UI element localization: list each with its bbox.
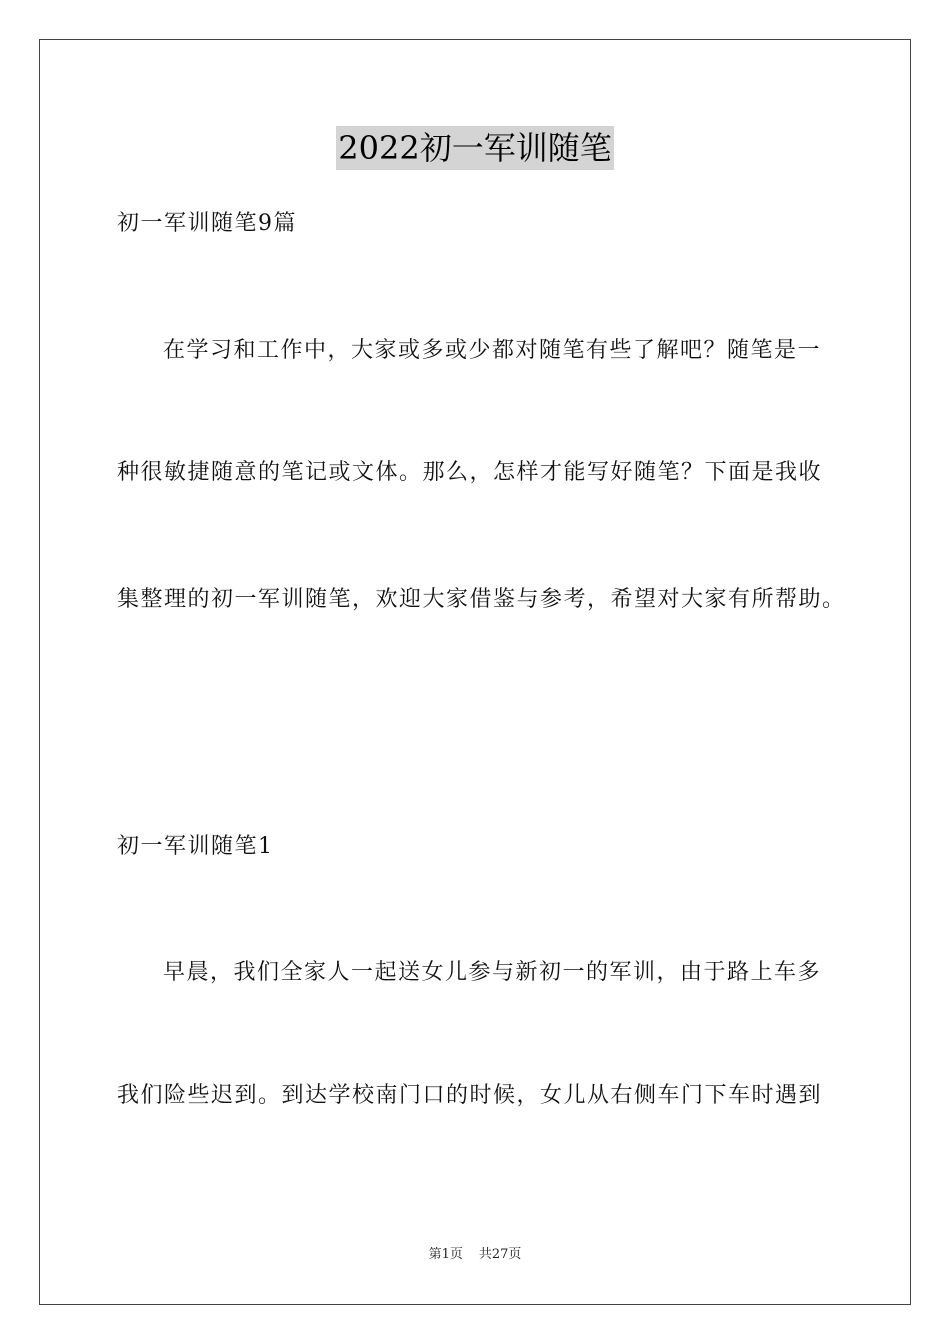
paragraph-line: 早晨，我们全家人一起送女儿参与新初一的军训，由于路上车多: [163, 960, 822, 985]
paragraph-line: 种很敏捷随意的笔记或文体。那么，怎样才能写好随笔？下面是我收: [117, 460, 823, 485]
document-subtitle: 初一军训随笔9篇: [117, 211, 297, 236]
document-title: 2022初一军训随笔: [336, 126, 613, 170]
section-heading: 初一军训随笔1: [117, 834, 274, 859]
paragraph-line: 在学习和工作中，大家或多或少都对随笔有些了解吧？随笔是一: [163, 338, 822, 363]
page-total: 共27页: [478, 1247, 522, 1262]
page-footer: [0, 1246, 950, 1264]
title-container: [0, 126, 950, 170]
paragraph-line: 我们险些迟到。到达学校南门口的时候，女儿从右侧车门下车时遇到: [117, 1083, 823, 1108]
paragraph-line: 集整理的初一军训随笔，欢迎大家借鉴与参考，希望对大家有所帮助。: [117, 587, 846, 612]
page-number: 第1页: [428, 1247, 463, 1262]
